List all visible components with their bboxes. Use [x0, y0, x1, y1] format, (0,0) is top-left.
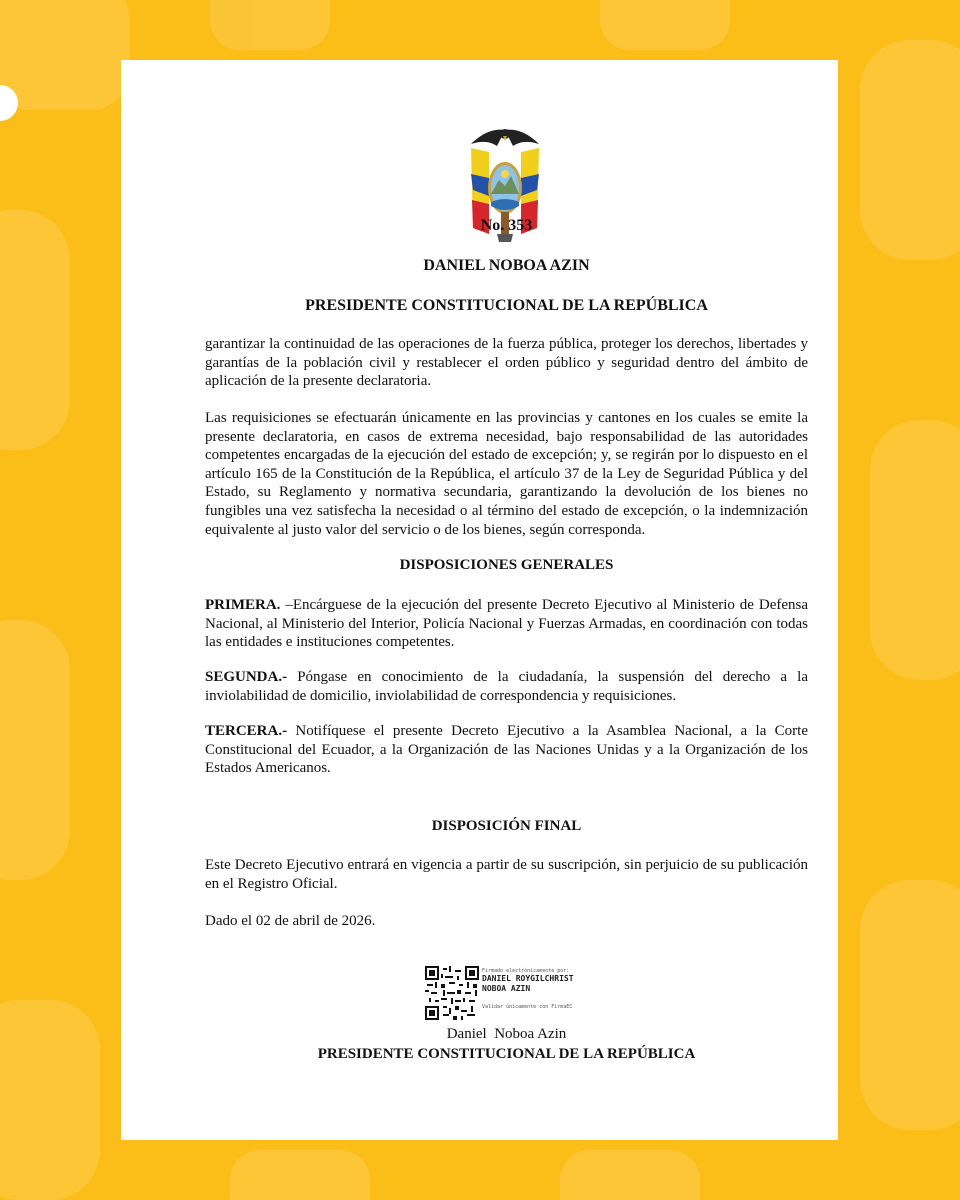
decree-number: No. 353: [480, 217, 533, 234]
date-line: Dado el 02 de abril de 2026.: [205, 913, 376, 929]
ecuador-coat-of-arms-icon: [467, 124, 543, 260]
general-dispositions-heading: DISPOSICIONES GENERALES: [399, 557, 614, 573]
segunda-text: Póngase en conocimiento de la ciudadanía, la suspensión del derecho a la inviolabilidad de domicilio, inviolabilidad de correspondencia y requisiciones.: [205, 669, 808, 704]
disposition-tercera: [205, 722, 808, 778]
disposition-segunda: [205, 668, 808, 705]
primera-label: PRIMERA.: [205, 597, 281, 613]
segunda-label: SEGUNDA.-: [205, 669, 288, 685]
signer-title: PRESIDENTE CONSTITUCIONAL DE LA REPÚBLICA: [317, 1046, 696, 1062]
signature-stamp-footer: Validar únicamente con FirmaEC: [482, 1004, 573, 1010]
president-title: PRESIDENTE CONSTITUCIONAL DE LA REPÚBLICA: [305, 297, 708, 314]
president-name: DANIEL NOBOA AZIN: [423, 257, 590, 274]
final-disposition-text: Este Decreto Ejecutivo entrará en vigencia a partir de su suscripción, sin perjuicio de su publicación en el Registro Oficial.: [205, 857, 808, 892]
paragraph-continuation: garantizar la continuidad de las operaciones de la fuerza pública, proteger los derechos, libertades y garantías de la población civil y restablecer el orden público y seguridad dentro del ámbito de aplicación de la presente declaratoria.: [205, 336, 808, 390]
decree-document: [121, 60, 838, 1140]
qr-code-icon: [425, 966, 479, 1020]
electronic-signature-stamp: [482, 968, 574, 1010]
signature-stamp-name2: NOBOA AZIN: [482, 984, 531, 993]
signer-name: Daniel Noboa Azin: [446, 1026, 567, 1042]
disposition-primera: [205, 596, 808, 652]
signature-stamp-header: Firmado electrónicamente por:: [482, 968, 570, 974]
tercera-label: TERCERA.-: [205, 723, 288, 739]
tercera-text: Notifíquese el presente Decreto Ejecutivo a la Asamblea Nacional, a la Corte Constitucional del Ecuador, a la Organización de las Naciones Unidas y a la Organización de los Estados Americanos.: [205, 723, 808, 777]
final-disposition-heading: DISPOSICIÓN FINAL: [431, 818, 582, 834]
signature-stamp-name1: DANIEL ROYGILCHRIST: [482, 974, 574, 983]
paragraph-requisitions: Las requisiciones se efectuarán únicamente en las provincias y cantones en los cuales se emite la presente declaratoria, en casos de extrema necesidad, bajo responsabilidad de las autoridades competentes encargadas de la ejecución del estado de excepción; y, se regirán por lo dispuesto en el artículo 165 de la Constitución de la República, el artículo 37 de la Ley de Seguridad Pública y del Estado, su Reglamento y normativa secundaria, garantizando la devolución de los bienes no fungibles una vez satisfecha la necesidad o al término del estado de excepción, o la indemnización equivalente al justo valor del servicio o de los bienes, según corresponda.: [205, 410, 808, 538]
primera-text: –Encárguese de la ejecución del presente Decreto Ejecutivo al Ministerio de Defensa Nacional, al Ministerio del Interior, Policía Nacional y Fuerzas Armadas, en coordinación con todas las entidades e instituciones competentes.: [205, 597, 808, 651]
